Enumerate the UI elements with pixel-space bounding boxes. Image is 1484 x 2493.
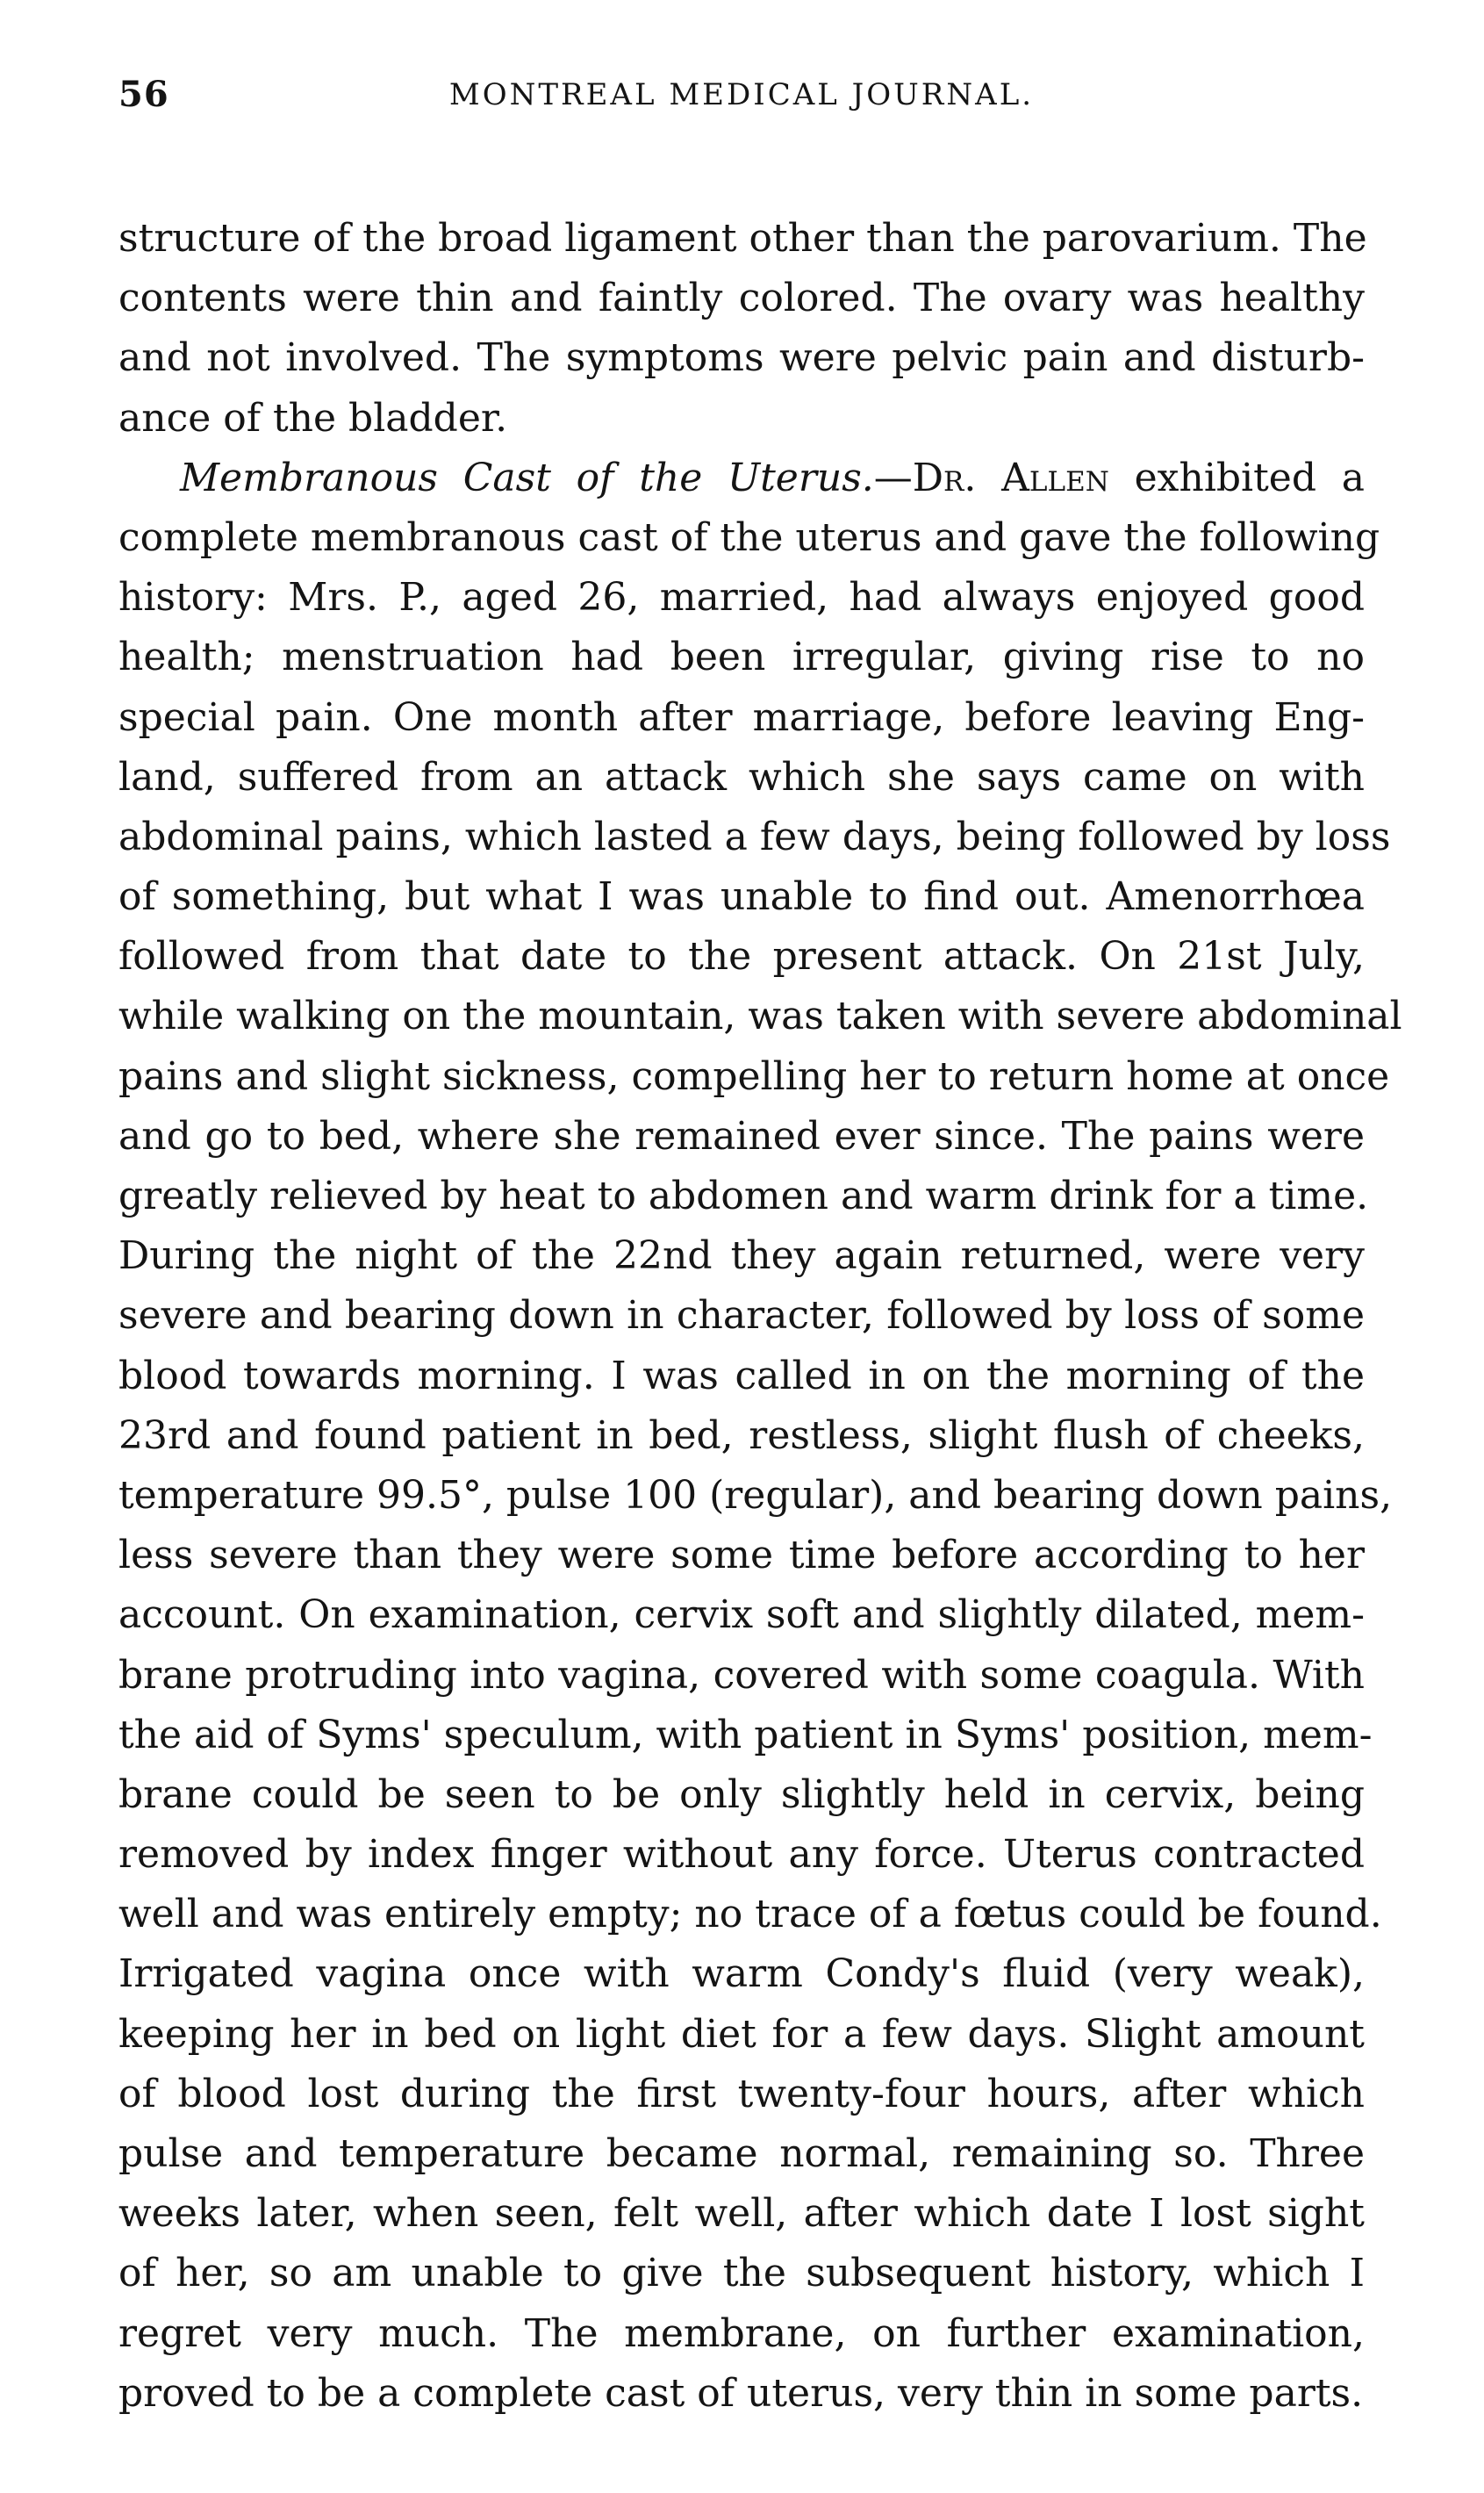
text-line: of blood lost during the first twenty-four hours, after which — [118, 2071, 1365, 2116]
text-line: keeping her in bed on light diet for a few days. Slight amount — [118, 2011, 1365, 2057]
text-line: structure of the broad ligament other than the parovarium. The — [118, 216, 1367, 261]
text-line: pulse and temperature became normal, remaining so. Three — [118, 2131, 1365, 2176]
text-line: account. On examination, cervix soft and slightly dilated, mem- — [118, 1592, 1365, 1638]
text-line: pains and slight sickness, compelling her to return home at once — [118, 1053, 1390, 1099]
text-line: severe and bearing down in character, followed by loss of some — [118, 1293, 1365, 1339]
text-line: During the night of the 22nd they again returned, were very — [118, 1233, 1365, 1279]
text-line: well and was entirely empty; no trace of a fœtus could be found. — [118, 1892, 1382, 1937]
text-line: while walking on the mountain, was taken with severe abdominal — [118, 994, 1402, 1039]
text-line: history: Mrs. P., aged 26, married, had always enjoyed good — [118, 575, 1365, 621]
text-line: 23rd and found patient in bed, restless, slight flush of cheeks, — [118, 1412, 1365, 1458]
text-line: land, suffered from an attack which she says came on with — [118, 754, 1365, 800]
section-title: Membranous Cast of the Uterus. — [180, 455, 874, 500]
text-line: weeks later, when seen, felt well, after which date I lost sight — [118, 2191, 1365, 2237]
text-line: of her, so am unable to give the subsequent history, which I — [118, 2251, 1365, 2296]
section-heading-rest: exhibited a — [1134, 455, 1366, 500]
text-line: special pain. One month after marriage, before leaving Eng- — [118, 694, 1365, 740]
text-line: abdominal pains, which lasted a few days, being followed by loss — [118, 814, 1391, 859]
text-line: ance of the bladder. — [118, 395, 508, 441]
text-line: and go to bed, where she remained ever since. The pains were — [118, 1113, 1365, 1159]
page-number: 56 — [118, 74, 169, 115]
text-line: followed from that date to the present attack. On 21st July, — [118, 934, 1365, 980]
text-line: brane could be seen to be only slightly held in cervix, being — [118, 1771, 1365, 1817]
text-line: less severe than they were some time before according to her — [118, 1533, 1365, 1578]
text-line: and not involved. The symptoms were pelvic pain and disturb- — [118, 335, 1365, 381]
text-line: health; menstruation had been irregular, giving rise to no — [118, 635, 1365, 680]
text-line: brane protruding into vagina, covered with some coagula. With — [118, 1652, 1365, 1698]
body-text — [118, 209, 1402, 2424]
text-line: temperature 99.5°, pulse 100 (regular), and bearing down pains, — [118, 1472, 1393, 1518]
text-line: contents were thin and faintly colored. The ovary was healthy — [118, 276, 1365, 321]
journal-title: MONTREAL MEDICAL JOURNAL. — [448, 77, 1035, 112]
text-line: removed by index finger without any force. Uterus contracted — [118, 1832, 1365, 1878]
section-author: Dr. Allen — [912, 455, 1109, 500]
text-line: the aid of Syms' speculum, with patient in Syms' position, mem- — [118, 1712, 1373, 1757]
text-line: Irrigated vagina once with warm Condy's fluid (very weak), — [118, 1951, 1365, 1997]
text-line: blood towards morning. I was called in on the morning of the — [118, 1353, 1365, 1398]
document-page — [118, 53, 1402, 2424]
section-heading-line: Membranous Cast of the Uterus.—Dr. Allen exhibited a — [180, 455, 1366, 500]
text-line: regret very much. The membrane, on further examination, — [118, 2310, 1365, 2356]
running-head — [118, 53, 1365, 132]
text-line: proved to be a complete cast of uterus, very thin in some parts. — [118, 2370, 1364, 2416]
text-line: greatly relieved by heat to abdomen and warm drink for a time. — [118, 1174, 1369, 1218]
text-line: of something, but what I was unable to find out. Amenorrhœa — [118, 874, 1365, 920]
text-line: complete membranous cast of the uterus and gave the following — [118, 514, 1380, 560]
